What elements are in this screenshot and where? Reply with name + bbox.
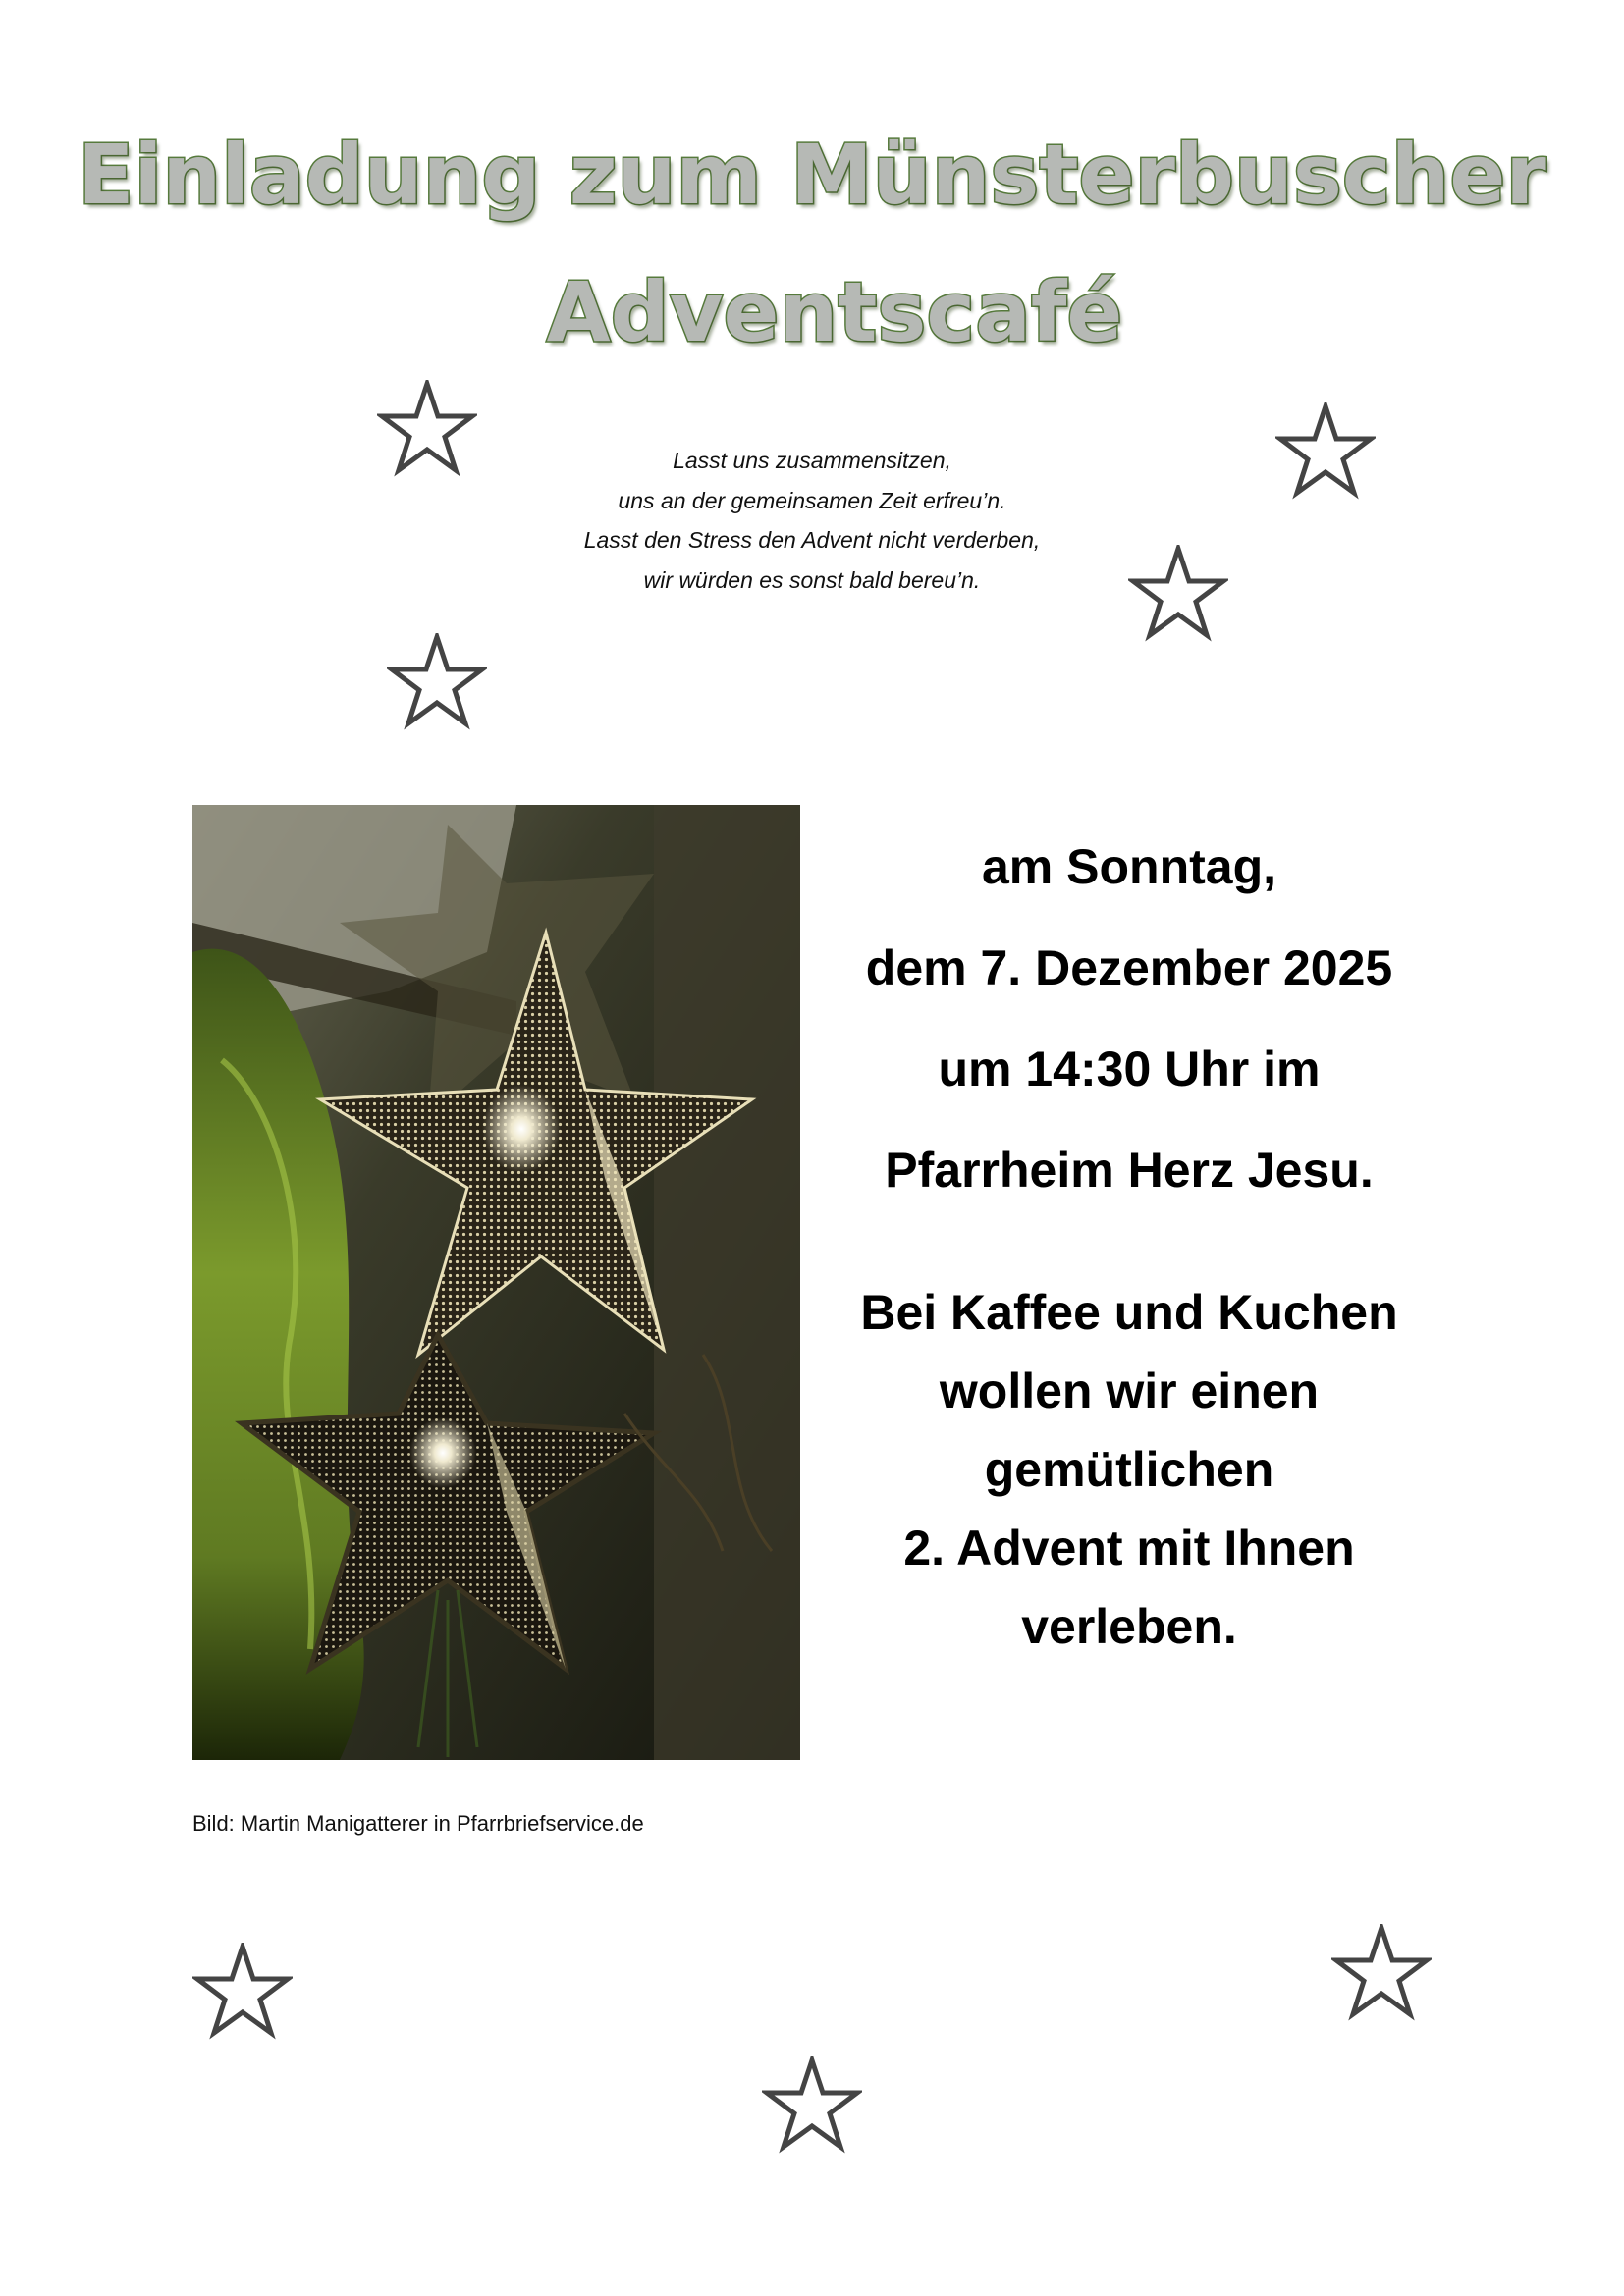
- outline-star-icon: [1275, 402, 1376, 501]
- event-location: Pfarrheim Herz Jesu.: [885, 1143, 1374, 1198]
- poem: [0, 441, 1624, 600]
- message-line: wollen wir einen: [939, 1363, 1320, 1418]
- message-line: verleben.: [1021, 1599, 1237, 1654]
- star-lantern-photo: [192, 805, 800, 1760]
- event-date: dem 7. Dezember 2025: [865, 940, 1393, 995]
- event-time: um 14:30 Uhr im: [938, 1041, 1321, 1096]
- outline-star-icon: [377, 380, 477, 478]
- poem-line: wir würden es sonst bald bereu’n.: [643, 566, 981, 593]
- outline-star-icon: [762, 2056, 862, 2155]
- outline-star-icon: [387, 633, 487, 731]
- outline-star-icon: [1128, 545, 1228, 643]
- message-line: 2. Advent mit Ihnen: [903, 1521, 1355, 1575]
- event-details: [825, 817, 1434, 1221]
- event-day: am Sonntag,: [981, 839, 1277, 894]
- title-line-1: Einladung zum Münsterbuscher: [78, 127, 1546, 223]
- photo-caption: Bild: Martin Manigatterer in Pfarrbriefservice.de: [192, 1811, 644, 1836]
- poem-line: Lasst uns zusammensitzen,: [673, 448, 951, 473]
- poem-line: uns an der gemeinsamen Zeit erfreu’n.: [618, 487, 1006, 513]
- outline-star-icon: [1331, 1924, 1432, 2022]
- outline-star-icon: [192, 1943, 293, 2041]
- message-line: gemütlichen: [984, 1442, 1274, 1497]
- message-line: Bei Kaffee und Kuchen: [860, 1285, 1398, 1340]
- poem-line: Lasst den Stress den Advent nicht verderben,: [583, 527, 1041, 553]
- event-message: [825, 1273, 1434, 1666]
- title-line-2: Adventscafé: [546, 264, 1123, 360]
